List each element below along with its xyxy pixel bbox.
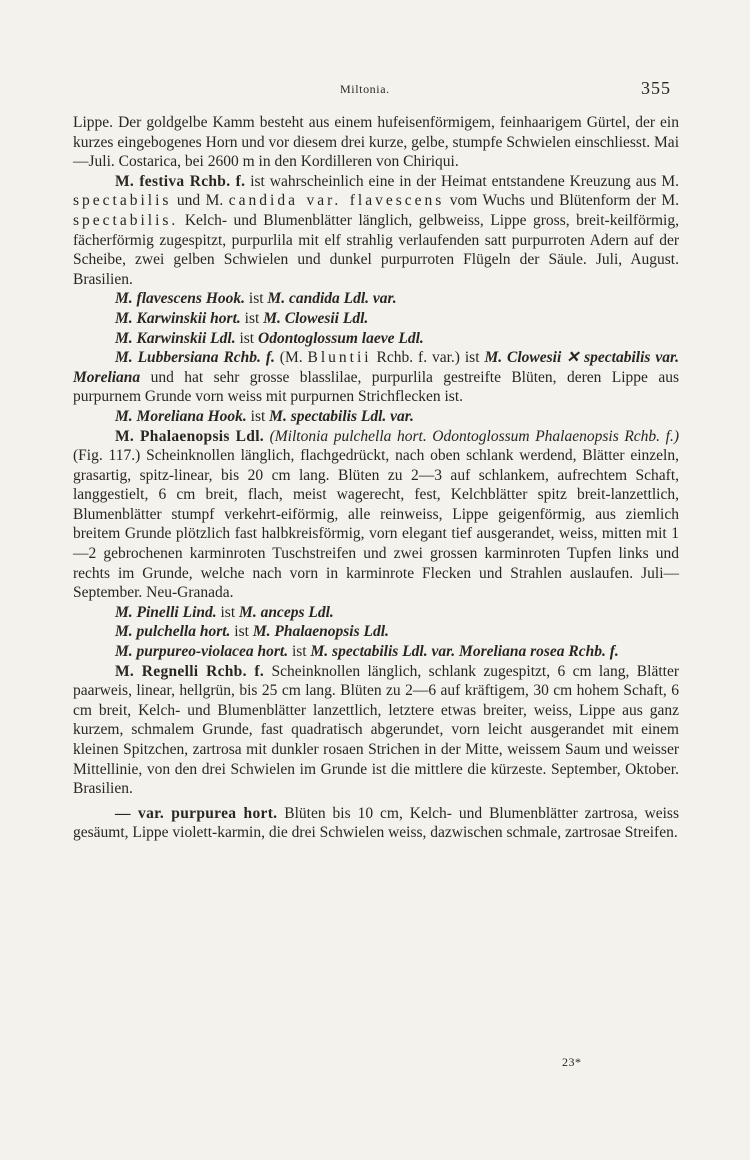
species-name: M. Regnelli Rchb. f. — [115, 662, 265, 680]
entry-lubbersiana: M. Lubbersiana Rchb. f. (M. Bluntii Rchb. f. var.) ist M. Clowesii ✕ spectabilis var. Moreliana und hat sehr grosse blasslilae, purpurlila gestreifte Blüten, deren Lippe aus purpurnem Grunde vorn weiss mit purpurnen Strichflecken ist. — [73, 349, 680, 406]
entry-var-purpurea: — var. purpurea hort. Blüten bis 10 cm, Kelch- und Blumenblätter zartrosa, weiss gesäumt, Lippe violett-karmin, die drei Schwielen weiss, dazwischen schmale, zartrosae Streifen. — [73, 804, 679, 842]
synonym-line: M. Karwinskii Ldl. ist Odontoglossum laeve Ldl. — [115, 329, 424, 347]
body-text — [73, 113, 679, 843]
species-name: M. Phalaenopsis Ldl. — [115, 427, 264, 445]
page-header — [0, 78, 750, 102]
synonym-line: M. Karwinskii hort. ist M. Clowesii Ldl. — [115, 309, 369, 327]
paragraph-continuation: Lippe. Der goldgelbe Kamm besteht aus einem hufeisenförmigem, feinhaarigem Gürtel, der ein kurzes eingebogenes Horn und vor diesem drei kurze, gelbe, stumpfe Schwielen einschliesst. Mai—Juli. Costarica, bei 2600 m in den Kordilleren von Chiriqui. — [73, 114, 679, 171]
page-number: 355 — [641, 78, 671, 98]
synonym-line: M. Moreliana Hook. ist M. spectabilis Ldl. var. — [115, 407, 414, 425]
synonym-line: M. purpureo-violacea hort. ist M. spectabilis Ldl. var. Moreliana rosea Rchb. f. — [115, 643, 619, 661]
entry-regnelli: M. Regnelli Rchb. f. Scheinknollen länglich, schlank zugespitzt, 6 cm lang, Blätter paarweis, linear, hellgrün, bis 25 cm lang. Blüten zu 2—6 auf kräftigem, 30 cm hohem Schaft, 6 cm breit, Kelch- und Blumenblätter lanzettlich, letztere etwas breiter, weiss, Lippe aus ganz kurzem, schmalem Grunde, fast quadratisch abgerundet, vorn leicht ausgerandet mit einem kleinen Spitzchen, zartrosa mit dunkler rosaen Strichen in der Mitte, weissem Saum und weisser Mittellinie, von den drei Schwielen im Grunde ist die mittlere die kürzeste. September, Oktober. Brasilien. — [73, 662, 679, 798]
entry-festiva: M. festiva Rchb. f. ist wahrscheinlich eine in der Heimat entstandene Kreuzung aus M. spectabilis und M. candida var. flavescens vom Wuchs und Blütenform der M. spectabilis. Kelch- und Blumenblätter länglich, gelbweiss, Lippe gross, breit-keilförmig, fächerförmig zugespitzt, purpurlila mit elf strahlig verlaufenden satt purpurroten Adern auf der Scheibe, zwei gelben Schwielen und dunkel purpurroten Flügeln der Säule. Juli, August. Brasilien. — [73, 172, 679, 288]
entry-phalaenopsis: M. Phalaenopsis Ldl. (Miltonia pulchella hort. Odontoglossum Phalaenopsis Rchb. f.) (Fig. 117.) Scheinknollen länglich, flachgedrückt, nach oben schlank werdend, Blätter einzeln, grasartig, spitz-linear, bis 20 cm lang. Blüten zu 2—3 auf schlankem, aufrechtem Schaft, langgestielt, 6 cm breit, flach, meist wagerecht, fest, Kelchblätter spitz breit-lanzettlich, Blumenblätter stumpf verkehrt-eiförmig, alle reinweiss, Lippe geigenförmig, aus ziemlich breitem Grunde plötzlich fast halbkreisförmig, vorn elegant tief ausgerandet, weiss, mitten mit 1—2 gebrochenen karminroten Tuschstreifen und zwei grossen karminroten Tupfen links und rechts im Grunde, welche nach vorn in karminrote Flecken und Strahlen auslaufen. Juli—September. Neu-Granada. — [73, 427, 679, 602]
species-name: M. festiva Rchb. f. — [115, 172, 246, 190]
synonym-line: M. pulchella hort. ist M. Phalaenopsis Ldl. — [115, 623, 389, 641]
running-title: Miltonia. — [340, 82, 390, 96]
signature-mark: 23* — [562, 1055, 582, 1069]
variety-name: — var. purpurea hort. — [115, 804, 278, 822]
synonym-line: M. flavescens Hook. ist M. candida Ldl. var. — [115, 290, 397, 308]
synonym-line: M. Pinelli Lind. ist M. anceps Ldl. — [115, 603, 334, 621]
